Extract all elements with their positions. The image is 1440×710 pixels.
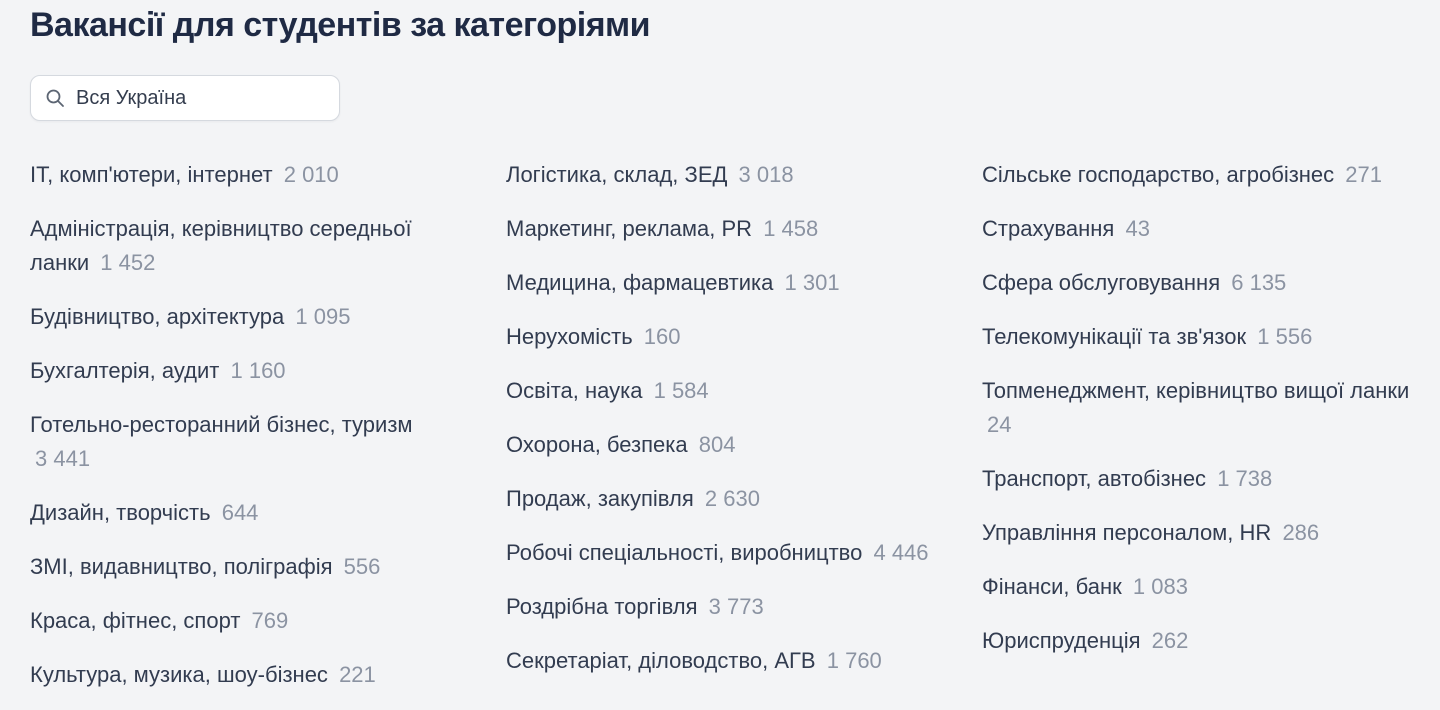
- category-item: [506, 158, 936, 192]
- category-link[interactable]: ЗМІ, видавництво, поліграфія: [30, 554, 333, 579]
- category-count: 3 773: [708, 594, 764, 619]
- category-item: [982, 212, 1412, 246]
- category-count: 1 160: [230, 358, 286, 383]
- category-count: 221: [339, 662, 376, 687]
- page-title: Вакансії для студентів за категоріями: [30, 6, 651, 44]
- category-column-3: [982, 158, 1412, 678]
- category-link[interactable]: Будівництво, архітектура: [30, 304, 285, 329]
- category-count: 644: [221, 500, 259, 525]
- category-item: [506, 482, 936, 516]
- category-link[interactable]: Страхування: [982, 216, 1115, 241]
- category-item: [30, 658, 460, 692]
- category-link[interactable]: Сфера обслуговування: [982, 270, 1221, 295]
- category-link[interactable]: Культура, музика, шоу-бізнес: [30, 662, 328, 687]
- category-grid: [30, 158, 1412, 710]
- category-count: 2 010: [283, 162, 339, 187]
- category-link[interactable]: Робочі спеціальності, виробництво: [506, 540, 863, 565]
- category-column-1: [30, 158, 460, 710]
- category-link[interactable]: Дизайн, творчість: [30, 500, 211, 525]
- category-count: 1 095: [295, 304, 351, 329]
- category-link[interactable]: Охорона, безпека: [506, 432, 688, 457]
- category-link[interactable]: Сільське господарство, агробізнес: [982, 162, 1335, 187]
- search-icon: [45, 88, 65, 108]
- search-box[interactable]: [30, 75, 340, 121]
- category-link[interactable]: Роздрібна торгівля: [506, 594, 698, 619]
- category-count: 286: [1282, 520, 1320, 545]
- category-item: [506, 212, 936, 246]
- category-link[interactable]: Краса, фітнес, спорт: [30, 608, 241, 633]
- category-item: [982, 320, 1412, 354]
- category-count: 3 441: [35, 446, 91, 471]
- category-link[interactable]: Маркетинг, реклама, PR: [506, 216, 753, 241]
- category-count: 4 446: [873, 540, 929, 565]
- category-item: [30, 496, 460, 530]
- category-item: [506, 374, 936, 408]
- category-link[interactable]: Логістика, склад, ЗЕД: [506, 162, 728, 187]
- category-item: [982, 374, 1412, 442]
- category-count: 769: [251, 608, 289, 633]
- category-count: 1 760: [826, 648, 882, 673]
- category-count: 1 458: [763, 216, 819, 241]
- category-count: 24: [987, 412, 1012, 437]
- category-count: 1 556: [1257, 324, 1313, 349]
- category-link[interactable]: Бухгалтерія, аудит: [30, 358, 220, 383]
- category-item: [982, 158, 1412, 192]
- category-link[interactable]: Фінанси, банк: [982, 574, 1122, 599]
- category-link[interactable]: Юриспруденція: [982, 628, 1141, 653]
- category-item: [30, 604, 460, 638]
- category-link[interactable]: Телекомунікації та зв'язок: [982, 324, 1247, 349]
- category-item: [30, 158, 460, 192]
- category-link[interactable]: Транспорт, автобізнес: [982, 466, 1207, 491]
- category-count: 1 738: [1217, 466, 1273, 491]
- category-count: 271: [1345, 162, 1383, 187]
- category-item: [982, 516, 1412, 550]
- category-count: 1 301: [784, 270, 840, 295]
- category-item: [982, 266, 1412, 300]
- category-item: [982, 462, 1412, 496]
- category-count: 43: [1125, 216, 1150, 241]
- category-count: 262: [1151, 628, 1189, 653]
- category-link[interactable]: Адміністрація, керівництво середньої ланки: [30, 216, 412, 275]
- category-count: 1 452: [100, 250, 156, 275]
- category-item: [506, 536, 936, 570]
- category-item: [506, 320, 936, 354]
- category-item: [982, 570, 1412, 604]
- category-item: [30, 354, 460, 388]
- category-link[interactable]: Секретаріат, діловодство, АГВ: [506, 648, 816, 673]
- category-item: [30, 408, 460, 476]
- category-link[interactable]: Продаж, закупівля: [506, 486, 694, 511]
- category-link[interactable]: Освіта, наука: [506, 378, 643, 403]
- category-item: [30, 300, 460, 334]
- category-item: [506, 644, 936, 678]
- category-link[interactable]: Готельно-ресторанний бізнес, туризм: [30, 412, 413, 437]
- category-link[interactable]: Управління персоналом, HR: [982, 520, 1272, 545]
- category-item: [982, 624, 1412, 658]
- location-search-input[interactable]: [76, 87, 325, 110]
- category-item: [30, 550, 460, 584]
- category-count: 556: [343, 554, 381, 579]
- category-count: 1 083: [1132, 574, 1188, 599]
- category-item: [30, 212, 460, 280]
- category-count: 804: [698, 432, 736, 457]
- category-link[interactable]: Медицина, фармацевтика: [506, 270, 774, 295]
- category-item: [506, 266, 936, 300]
- category-count: 2 630: [704, 486, 760, 511]
- category-item: [506, 590, 936, 624]
- category-count: 6 135: [1231, 270, 1287, 295]
- category-count: 160: [643, 324, 681, 349]
- category-count: 1 584: [653, 378, 709, 403]
- category-link[interactable]: Топменеджмент, керівництво вищої ланки: [982, 378, 1410, 403]
- category-column-2: [506, 158, 936, 698]
- category-item: [506, 428, 936, 462]
- category-count: 3 018: [738, 162, 794, 187]
- category-link[interactable]: IT, комп'ютери, інтернет: [30, 162, 273, 187]
- category-link[interactable]: Нерухомість: [506, 324, 633, 349]
